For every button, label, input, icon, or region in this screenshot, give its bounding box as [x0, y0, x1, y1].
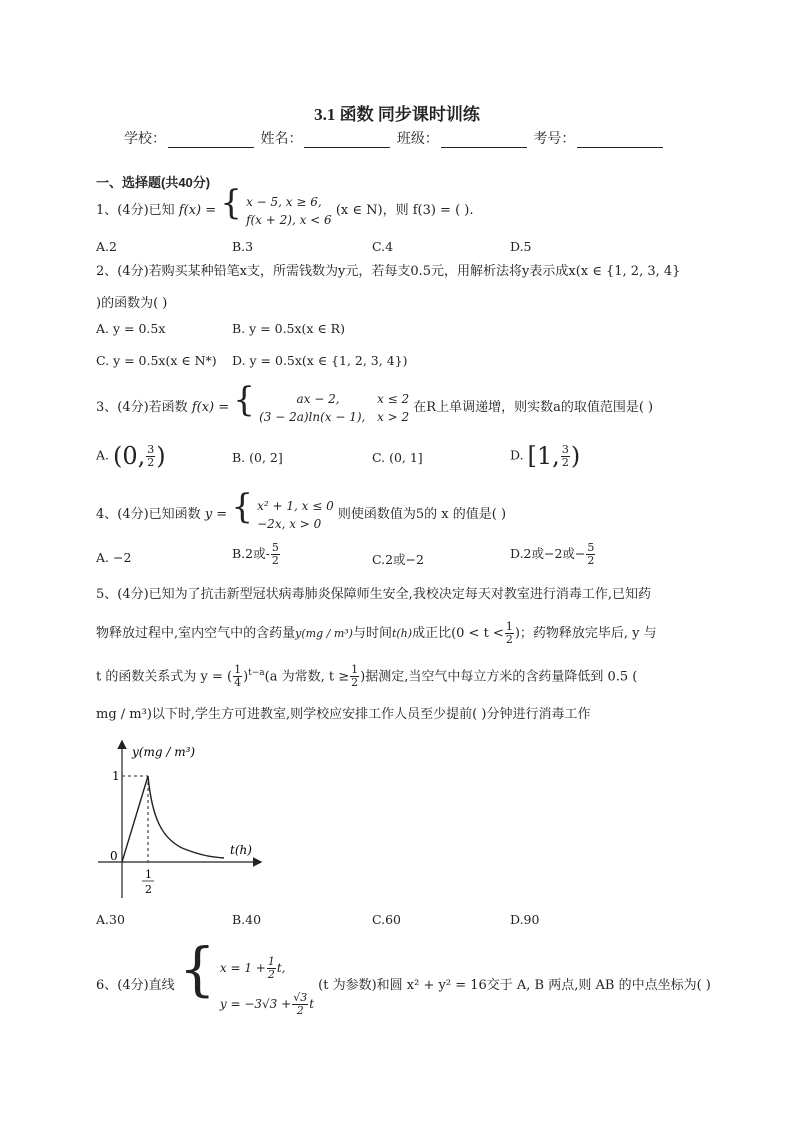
q4-fx: y = [204, 507, 228, 522]
q3-prefix: 3、(4分)若函数 [96, 400, 188, 415]
question-4 [96, 487, 507, 533]
q5-half-fraction: $\frac{1}{2}$ [505, 620, 513, 646]
q1-tail: ，则 f(3) = ( ). [382, 203, 474, 218]
q5-line2: 物释放过程中,室内空气中的含药量y(mg / m³)与时间t(h)成正比(0 < t < $\frac{1}{2}$ )；药物释放完毕后, y 与 [96, 620, 657, 646]
q3-option-d-fraction: $\frac{3}{2}$ [561, 442, 569, 469]
name-blank[interactable] [304, 133, 390, 148]
q5-quarter-fraction: $\frac{1}{4}$ [234, 663, 242, 690]
q3-case1: ax − 2, x ≤ 2 [296, 391, 410, 406]
q4-option-d-fraction: $\frac{5}{2}$ [587, 541, 595, 567]
page-title: 3.1 函数 同步课时训练 [314, 105, 480, 124]
graph-xlabel: t(h) [230, 843, 252, 857]
q4-option-c[interactable]: C.2或−2 [372, 552, 424, 567]
q4-prefix: 4、(4分)已知函数 [96, 507, 201, 522]
q5-option-c[interactable]: C.60 [372, 912, 401, 927]
exam-no-label: 考号： [533, 131, 576, 147]
q1-option-b[interactable]: B.3 [232, 239, 254, 254]
q5-line1: 5、(4分)已知为了抗击新型冠状病毒肺炎保障师生安全,我校决定每天对教室进行消毒工作,已知药 [96, 587, 651, 602]
q5-option-b[interactable]: B.40 [232, 912, 262, 927]
q1-prefix: 1、(4分)已知 [96, 203, 175, 218]
student-info-line [124, 128, 665, 148]
q5-half-fraction-2: $\frac{1}{2}$ [351, 663, 359, 690]
q4-option-a[interactable]: A. −2 [96, 550, 132, 565]
q1-option-d[interactable]: D.5 [510, 239, 532, 254]
q5-option-a[interactable]: A.30 [96, 912, 125, 927]
q4-tail: 则使函数值为5的 x 的值是( ) [337, 507, 507, 522]
q3-option-a[interactable]: A. (0, $\frac{3}{2}$ ) [96, 442, 166, 470]
q5-line3: t 的函数关系式为 y = ( $\frac{1}{4}$ )$^{t-a}$(a 为常数, t ≥ $\frac{1}{2}$ )据测定,当空气中每立方米的含药量降低到 0.5 ( [96, 663, 638, 690]
graph-x-tick-den: 2 [145, 883, 152, 896]
q4-case2: −2x, x > 0 [257, 516, 322, 531]
q6-brace: { [178, 935, 216, 1003]
q4-case1: x² + 1, x ≤ 0 [257, 498, 334, 513]
rise-segment [122, 776, 148, 862]
q3-option-b[interactable]: B. (0, 2] [232, 450, 283, 465]
q1-cases [246, 193, 332, 229]
q3-tail: 在R上单调递增，则实数a的取值范围是( ) [413, 400, 654, 415]
q3-case2: (3 − 2a)ln(x − 1), x > 2 [259, 409, 410, 424]
q6-case2: y = −3√3 + $\frac{√3}{2}$ t [219, 990, 315, 1017]
q3-cases [259, 390, 409, 426]
q1-fx: f(x) = [178, 203, 217, 218]
q2-line1: 2、(4分)若购买某种铅笔x支，所需钱数为y元，若每支0.5元，用解析法将y表示成x(x ∈ {1, 2, 3, 4} [96, 264, 681, 279]
q1-option-a[interactable]: A.2 [96, 239, 117, 254]
q1-domain: (x ∈ N) [335, 203, 383, 218]
q3-option-a-fraction: $\frac{3}{2}$ [147, 442, 155, 469]
q4-brace: { [231, 487, 253, 527]
q1-case2: f(x + 2), x < 6 [246, 212, 332, 227]
exam-no-blank[interactable] [577, 133, 663, 148]
question-1 [96, 183, 474, 229]
q6-prefix: 6、(4分)直线 [96, 978, 175, 993]
q2-option-b[interactable]: B. y = 0.5x(x ∈ R) [232, 321, 345, 336]
section-heading: 一、选择题(共40分) [96, 175, 211, 190]
q4-option-d[interactable]: D.2或−2或− $\frac{5}{2}$ [510, 541, 595, 567]
q3-brace: { [233, 380, 255, 420]
school-blank[interactable] [168, 133, 254, 148]
q2-option-a[interactable]: A. y = 0.5x [96, 321, 166, 336]
q3-option-c[interactable]: C. (0, 1] [372, 450, 423, 465]
name-label: 姓名： [260, 131, 303, 147]
graph-ylabel: y(mg / m³) [132, 745, 196, 759]
q5-option-d[interactable]: D.90 [510, 912, 540, 927]
q5-line4: mg / m³)以下时,学生方可进教室,则学校应安排工作人员至少提前( )分钟进行消毒工作 [96, 707, 591, 722]
school-label: 学校： [124, 131, 166, 147]
question-3 [96, 380, 654, 426]
q3-fx: f(x) = [191, 400, 230, 415]
q1-brace: { [220, 183, 242, 223]
class-blank[interactable] [441, 133, 527, 148]
q4-option-b[interactable]: B.2或- $\frac{5}{2}$ [232, 541, 279, 567]
q3-option-d[interactable]: D. [1, $\frac{3}{2}$ ) [510, 442, 581, 470]
q1-option-c[interactable]: C.4 [372, 239, 394, 254]
q1-case1: x − 5, x ≥ 6, [246, 194, 322, 209]
graph-x-tick-num: 1 [145, 868, 152, 881]
q6-case1: x = 1 + $\frac{1}{2}$ t, [219, 954, 286, 981]
class-label: 班级： [396, 131, 439, 147]
q2-option-d[interactable]: D. y = 0.5x(x ∈ {1, 2, 3, 4}) [232, 353, 408, 368]
graph-y-tick: 1 [112, 769, 120, 783]
q4-option-b-fraction: $\frac{5}{2}$ [271, 541, 279, 567]
q6-cases [220, 950, 314, 1022]
graph-origin: 0 [110, 849, 118, 863]
q4-cases [257, 497, 334, 533]
q6-tail: (t 为参数)和圆 x² + y² = 16交于 A, B 两点,则 AB 的中点坐标为( ) [318, 978, 711, 993]
decay-curve [148, 776, 224, 858]
q5-concentration-graph [92, 738, 272, 904]
question-6 [96, 935, 711, 1022]
q2-option-c[interactable]: C. y = 0.5x(x ∈ N*) [96, 353, 217, 368]
q2-line2: )的函数为( ) [96, 296, 168, 311]
